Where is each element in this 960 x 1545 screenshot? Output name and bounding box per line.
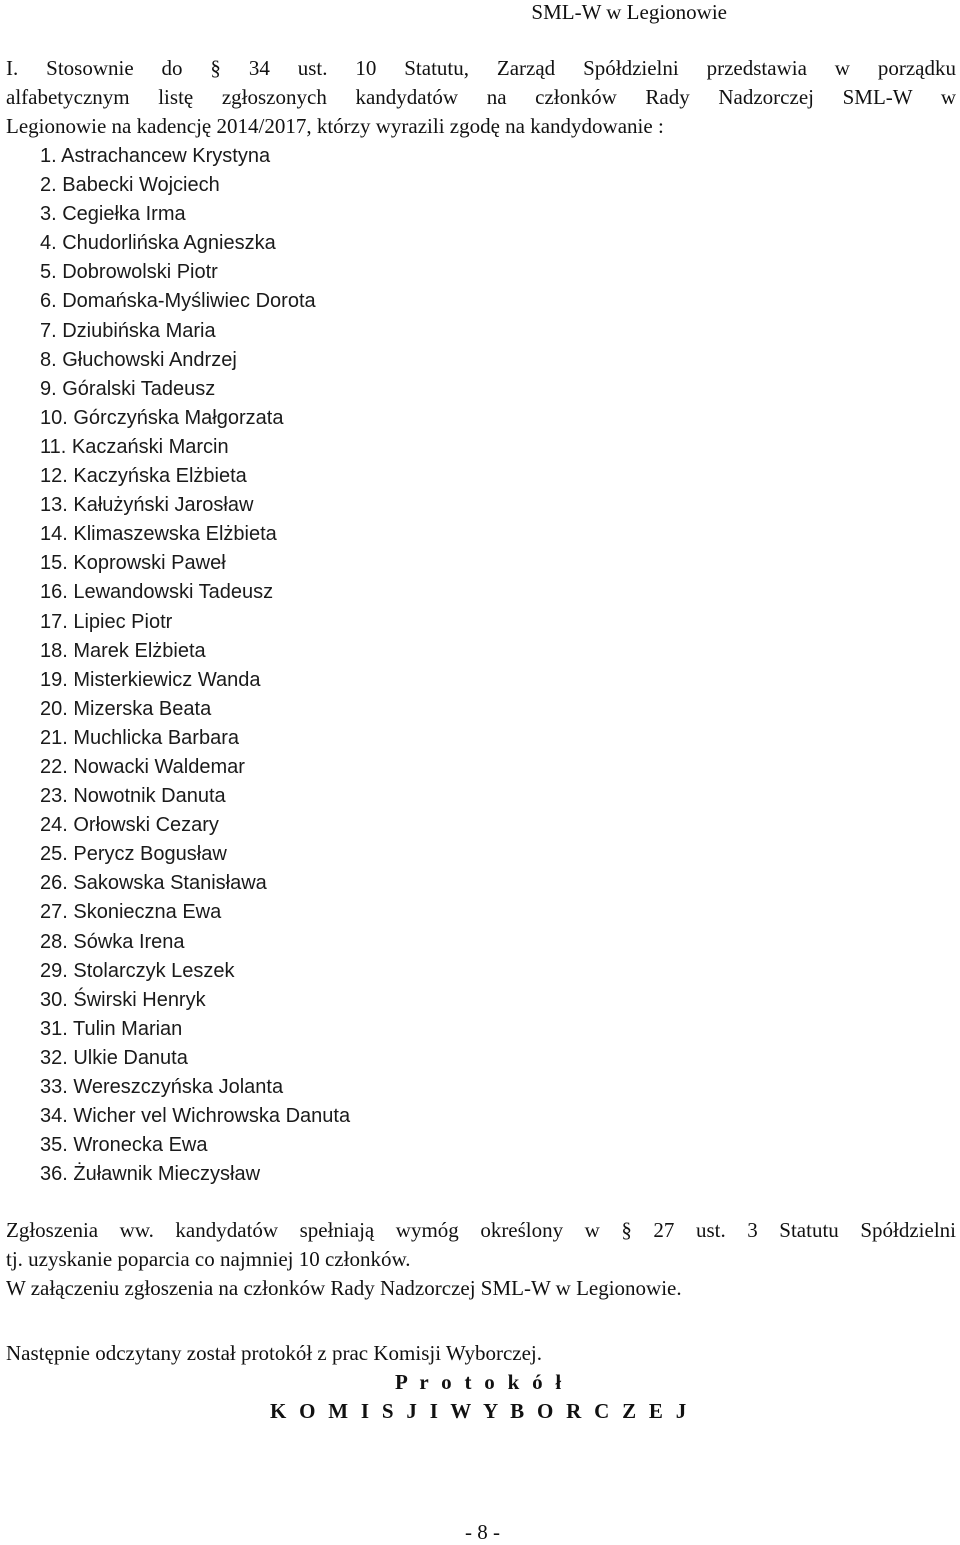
intro-line-2: alfabetycznym listę zgłoszonych kandydatów na członków Rady Nadzorczej SML-W w <box>6 85 956 109</box>
candidate-list-item: 14. Klimaszewska Elżbieta <box>40 523 277 546</box>
page-number: - 8 - <box>465 1520 500 1544</box>
candidate-list-item: 24. Orłowski Cezary <box>40 814 219 837</box>
document-header: SML-W w Legionowie <box>531 0 727 24</box>
candidate-list-item: 23. Nowotnik Danuta <box>40 785 226 808</box>
candidate-list-item: 34. Wicher vel Wichrowska Danuta <box>40 1105 351 1128</box>
candidate-list-item: 36. Żuławnik Mieczysław <box>40 1163 261 1186</box>
candidate-list-item: 33. Wereszczyńska Jolanta <box>40 1076 284 1098</box>
candidate-list-item: 19. Misterkiewicz Wanda <box>40 668 261 691</box>
candidate-list-item: 13. Kałużyński Jarosław <box>40 494 254 517</box>
candidate-list-item: 32. Ulkie Danuta <box>40 1046 188 1069</box>
candidate-list-item: 21. Muchlicka Barbara <box>40 726 239 749</box>
candidate-list-item: 25. Perycz Bogusław <box>40 843 227 866</box>
candidate-list-item: 7. Dziubińska Maria <box>40 319 216 342</box>
closing-line-3: W załączeniu zgłoszenia na członków Rady Nadzorczej SML-W w Legionowie. <box>6 1276 682 1300</box>
candidate-list-item: 6. Domańska-Myśliwiec Dorota <box>40 290 316 313</box>
closing-line-4: Następnie odczytany został protokół z prac Komisji Wyborczej. <box>6 1341 543 1365</box>
candidate-list-item: 29. Stolarczyk Leszek <box>40 959 235 982</box>
candidate-list-item: 20. Mizerska Beata <box>40 697 212 720</box>
protocol-subtitle: K O M I S J I W Y B O R C Z E J <box>270 1399 690 1423</box>
candidate-list-item: 5. Dobrowolski Piotr <box>40 261 218 284</box>
candidate-list-item: 11. Kaczański Marcin <box>40 435 229 458</box>
closing-line-1: Zgłoszenia ww. kandydatów spełniają wymóg określony w § 27 ust. 3 Statutu Spółdzielni <box>6 1218 956 1242</box>
candidate-list-item: 27. Skonieczna Ewa <box>40 901 222 924</box>
candidate-list-item: 18. Marek Elżbieta <box>40 639 206 662</box>
intro-line-3: Legionowie na kadencję 2014/2017, którzy wyrazili zgodę na kandydowanie : <box>6 114 664 138</box>
candidate-list-item: 28. Sówka Irena <box>40 930 185 953</box>
candidate-list-item: 30. Świrski Henryk <box>40 988 206 1011</box>
candidate-list-item: 22. Nowacki Waldemar <box>40 755 245 778</box>
candidate-list-item: 4. Chudorlińska Agnieszka <box>40 232 276 255</box>
candidate-list <box>40 142 350 1189</box>
candidate-list-item: 17. Lipiec Piotr <box>40 610 173 633</box>
candidate-list-item: 26. Sakowska Stanisława <box>40 872 267 895</box>
candidate-list-item: 12. Kaczyńska Elżbieta <box>40 465 247 488</box>
closing-line-2: tj. uzyskanie poparcia co najmniej 10 członków. <box>6 1247 411 1271</box>
candidate-list-item: 8. Głuchowski Andrzej <box>40 348 237 371</box>
candidate-list-item: 31. Tulin Marian <box>40 1017 183 1040</box>
candidate-list-item: 15. Koprowski Paweł <box>40 552 226 575</box>
candidate-list-item: 2. Babecki Wojciech <box>40 174 220 197</box>
candidate-list-item: 1. Astrachancew Krystyna <box>40 145 271 167</box>
candidate-list-item: 9. Góralski Tadeusz <box>40 377 216 400</box>
candidate-list-item: 3. Cegiełka Irma <box>40 203 186 226</box>
candidate-list-item: 10. Górczyńska Małgorzata <box>40 406 284 429</box>
intro-line-1: I. Stosownie do § 34 ust. 10 Statutu, Zarząd Spółdzielni przedstawia w porządku <box>6 56 956 80</box>
protocol-title: P r o t o k ó ł <box>394 1370 566 1394</box>
candidate-list-item: 35. Wronecka Ewa <box>40 1134 208 1157</box>
candidate-list-item: 16. Lewandowski Tadeusz <box>40 581 274 604</box>
